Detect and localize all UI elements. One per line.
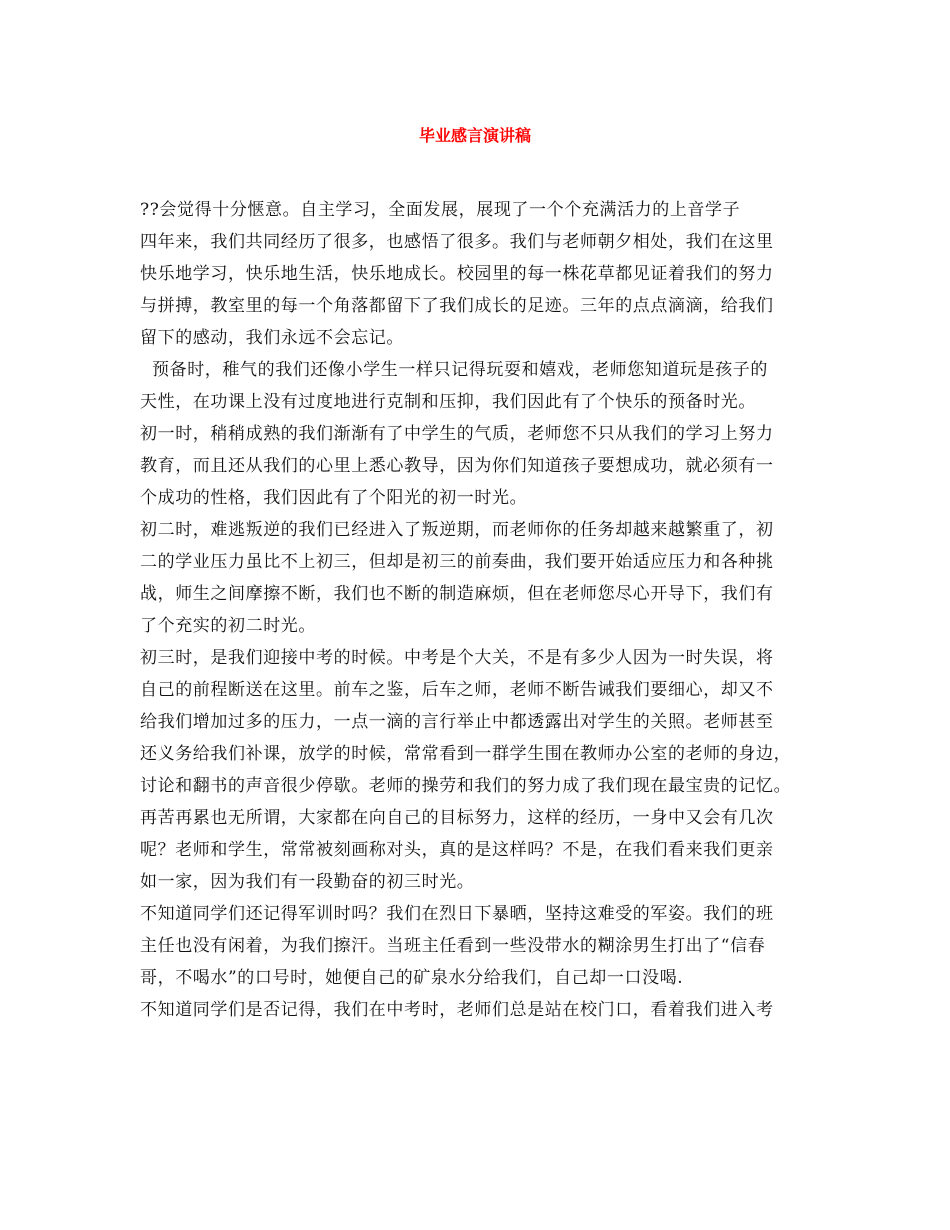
body-line: 初一时，稍稍成熟的我们渐渐有了中学生的气质，老师您不只从我们的学习上努力 [140, 424, 774, 444]
body-line: 自己的前程断送在这里。前车之鉴，后车之师，老师不断告诫我们要细心，却又不 [140, 680, 774, 700]
document-title: 毕业感言演讲稿 [418, 126, 531, 145]
body-line: 初二时，难逃叛逆的我们已经进入了叛逆期，而老师你的任务却越来越繁重了，初 [140, 520, 774, 540]
body-line: 讨论和翻书的声音很少停歇。老师的操劳和我们的努力成了我们现在最宝贵的记忆。 [140, 776, 792, 796]
body-line: 战，师生之间摩擦不断，我们也不断的制造麻烦，但在老师您尽心开导下，我们有 [140, 584, 774, 604]
body-line: 初三时，是我们迎接中考的时候。中考是个大关，不是有多少人因为一时失误，将 [140, 648, 774, 668]
body-line: 与拼搏，教室里的每一个角落都留下了我们成长的足迹。三年的点点滴滴，给我们 [140, 296, 774, 316]
body-line: 四年来，我们共同经历了很多，也感悟了很多。我们与老师朝夕相处，我们在这里 [140, 232, 774, 252]
body-line: 还义务给我们补课，放学的时候，常常看到一群学生围在教师办公室的老师的身边， [140, 744, 792, 764]
body-line: 主任也没有闲着，为我们擦汗。当班主任看到一些没带水的糊涂男生打出了“信春 [140, 936, 766, 956]
body-line: ??会觉得十分惬意。自主学习，全面发展，展现了一个个充满活力的上音学子 [140, 200, 741, 220]
body-line: 个成功的性格，我们因此有了个阳光的初一时光。 [140, 488, 528, 508]
body-line: 预备时，稚气的我们还像小学生一样只记得玩耍和嬉戏，老师您知道玩是孩子的 [140, 360, 769, 380]
body-line: 如一家，因为我们有一段勤奋的初三时光。 [140, 872, 475, 892]
body-line: 二的学业压力虽比不上初三，但却是初三的前奏曲，我们要开始适应压力和各种挑 [140, 552, 774, 572]
body-line: 呢？老师和学生，常常被刻画称对头，真的是这样吗？不是，在我们看来我们更亲 [140, 840, 774, 860]
body-line: 留下的感动，我们永远不会忘记。 [140, 328, 404, 348]
body-line: 天性，在功课上没有过度地进行克制和压抑，我们因此有了个快乐的预备时光。 [140, 392, 756, 412]
body-line: 教育，而且还从我们的心里上悉心教导，因为你们知道孩子要想成功，就必须有一 [140, 456, 774, 476]
body-line: 不知道同学们还记得军训时吗？我们在烈日下暴晒，坚持这难受的军姿。我们的班 [140, 904, 774, 924]
body-line: 给我们增加过多的压力，一点一滴的言行举止中都透露出对学生的关照。老师甚至 [140, 712, 774, 732]
body-line: 哥，不喝水”的口号时，她便自己的矿泉水分给我们，自己却一口没喝. [140, 968, 684, 988]
body-line: 快乐地学习，快乐地生活，快乐地成长。校园里的每一株花草都见证着我们的努力 [140, 264, 774, 284]
document-body [140, 194, 830, 1026]
body-line: 不知道同学们是否记得，我们在中考时，老师们总是站在校门口，看着我们进入考 [140, 1000, 774, 1020]
body-line: 了个充实的初二时光。 [140, 616, 316, 636]
body-line: 再苦再累也无所谓，大家都在向自己的目标努力，这样的经历，一身中又会有几次 [140, 808, 774, 828]
